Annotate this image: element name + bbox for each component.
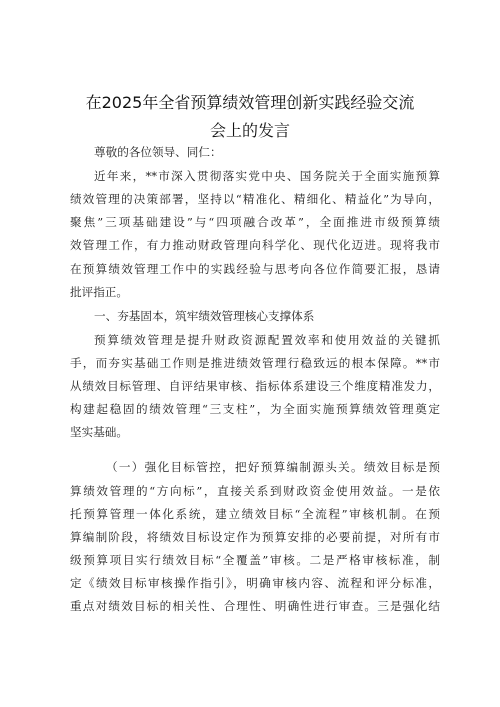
paragraph-line: 托预算管理一体化系统，建立绩效目标“全流程”审核机制。在预	[70, 507, 440, 521]
paragraph-line: 从绩效目标管理、自评结果审核、指标体系建设三个维度精准发力，	[70, 379, 440, 393]
paragraph-line: 算绩效管理的“方向标”，直接关系到财政资金使用效益。一是依	[70, 484, 440, 498]
section-heading: 一、夯基固本，筑牢绩效管理核心支撑体系	[94, 309, 315, 323]
paragraph-line: 效管理工作，有力推动财政管理向科学化、现代化迈进。现将我市	[70, 238, 440, 252]
paragraph-line: 聚焦”三项基础建设”与“四项融合改革”，全面推进市级预算绩	[70, 215, 440, 229]
document-title-line-1: 在2025年全省预算绩效管理创新实践经验交流	[85, 93, 415, 112]
paragraph-line: 手，而夯实基础工作则是推进绩效管理行稳致远的根本保障。**市	[70, 356, 440, 370]
paragraph-line: 在预算绩效管理工作中的实践经验与思考向各位作简要汇报，恳请	[70, 262, 440, 276]
paragraph-line: 预算绩效管理是提升财政资源配置效率和使用效益的关键抓	[94, 333, 440, 347]
paragraph-line: 坚实基础。	[70, 425, 128, 439]
paragraph-line: 近年来，**市深入贯彻落实党中央、国务院关于全面实施预算	[94, 169, 440, 183]
paragraph-line: 定《绩效目标审核操作指引》，明确审核内容、流程和评分标准，	[70, 576, 440, 590]
paragraph-line: 绩效管理的决策部署，坚持以“精准化、精细化、精益化”为导向，	[70, 192, 440, 206]
paragraph-line: 批评指正。	[70, 285, 128, 299]
subsection-line: （一）强化目标管控，把好预算编制源头关。绩效目标是预	[106, 460, 440, 474]
paragraph-line: 重点对绩效目标的相关性、合理性、明确性进行审查。三是强化结	[70, 599, 440, 613]
paragraph-line: 算编制阶段，将绩效目标设定作为预算安排的必要前提，对所有市	[70, 530, 440, 544]
paragraph-line: 级预算项目实行绩效目标“全覆盖”审核。二是严格审核标准，制	[70, 553, 440, 567]
salutation: 尊敬的各位领导、同仁：	[94, 145, 222, 159]
paragraph-line: 构建起稳固的绩效管理“三支柱”，为全面实施预算绩效管理奠定	[70, 402, 440, 416]
document-title-line-2: 会上的发言	[209, 121, 290, 140]
